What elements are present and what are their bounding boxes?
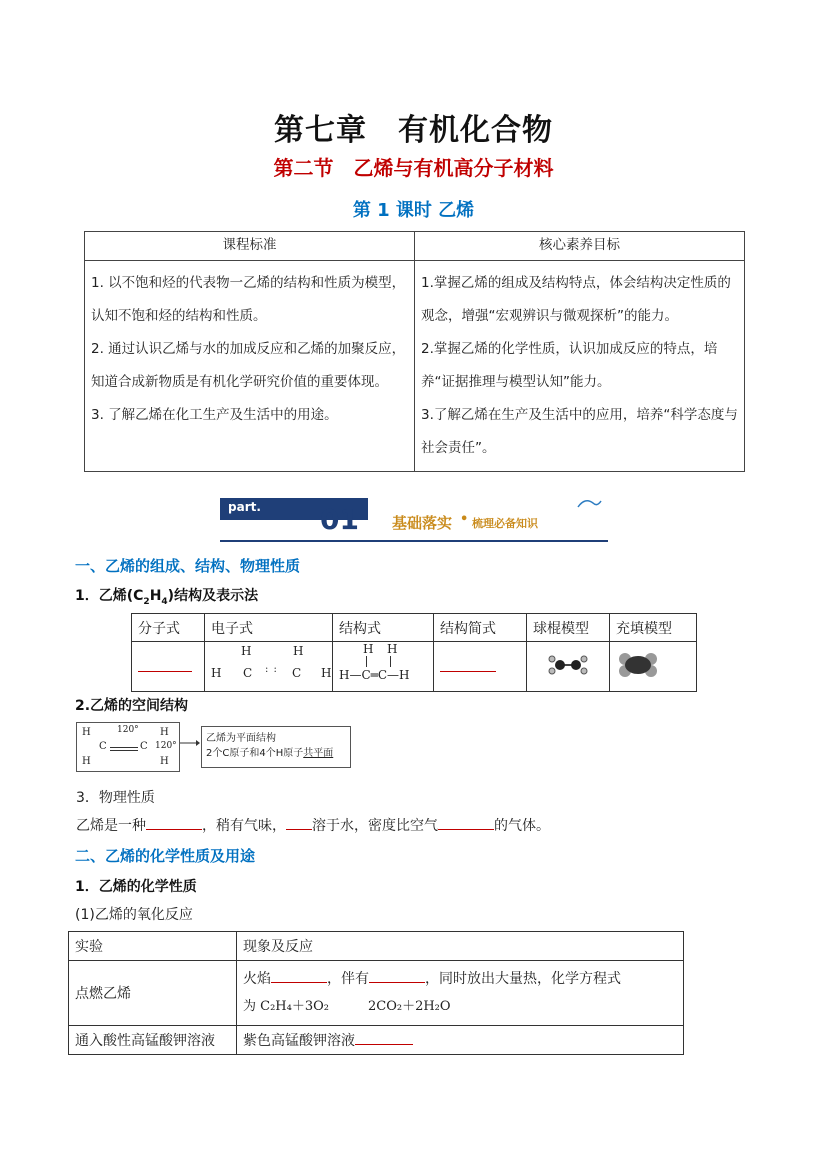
header-ball-stick: 球棍模型 — [527, 614, 610, 642]
standards-col2: 核心素养目标 — [415, 232, 745, 261]
chapter-title: 第七章 有机化合物 — [274, 113, 553, 148]
section-two-title: 二、乙烯的化学性质及用途 — [75, 847, 256, 865]
banner-dot: • — [460, 512, 469, 527]
section-one-title: 一、乙烯的组成、结构、物理性质 — [75, 557, 301, 575]
ox-kmno4-result: 紫色高锰酸钾溶液 — [237, 1026, 684, 1055]
ox-header-result: 现象及反应 — [237, 932, 684, 961]
oxidation-title: (1)乙烯的氧化反应 — [75, 907, 193, 923]
banner-part: part. — [228, 500, 261, 514]
chem-title: 1．乙烯的化学性质 — [75, 879, 197, 895]
section-title: 第二节 乙烯与有机高分子材料 — [273, 156, 554, 180]
space-conclusion: 乙烯为平面结构 2个C原子和4个H原子共平面 — [201, 726, 351, 768]
space-diagram: H H H H C C 120° 120° 乙烯为平面结构 2个C原子和4个H原子共平面 — [76, 722, 336, 774]
electron-formula: H H H C C H : : — [205, 642, 333, 692]
header-structural: 结构式 — [333, 614, 434, 642]
header-formula: 分子式 — [132, 614, 205, 642]
goal-item: 1.掌握乙烯的组成及结构特点，体会结构决定性质的观念，增强“宏观辨识与微观探析”的能力。 — [421, 275, 731, 324]
swirl-icon — [575, 495, 603, 513]
goal-item: 2.掌握乙烯的化学性质，认识加成反应的特点，培养“证据推理与模型认知”能力。 — [421, 341, 718, 390]
space-fill-icon — [616, 651, 660, 679]
part-banner — [220, 495, 610, 545]
standards-table — [84, 231, 745, 472]
standard-item: 1. 以不饱和烃的代表物一乙烯的结构和性质为模型，认知不饱和烃的结构和性质。 — [91, 275, 406, 324]
ox-row-burn: 点燃乙烯 — [69, 961, 237, 1026]
banner-number: 01 — [320, 503, 359, 536]
arrow-icon — [180, 738, 200, 748]
simplified-blank — [434, 642, 527, 692]
ox-header-exp: 实验 — [69, 932, 237, 961]
banner-main: 基础落实 — [392, 514, 453, 532]
representation-table — [131, 613, 697, 692]
rep-title: 1．乙烯$(C_2H_4)$结构及表示法 — [75, 588, 259, 607]
standard-item: 2. 通过认识乙烯与水的加成反应和乙烯的加聚反应，知道合成新物质是有机化学研究价值的重要体现。 — [91, 341, 406, 390]
standard-item: 3. 了解乙烯在化工生产及生活中的用途。 — [91, 407, 338, 423]
header-simplified: 结构简式 — [434, 614, 527, 642]
phys-title: 3．物理性质 — [76, 790, 155, 806]
space-fill-model — [610, 642, 697, 692]
phys-text: 乙烯是一种 ，稍有气味， 溶于水，密度比空气 的气体。 — [76, 815, 550, 835]
goal-item: 3.了解乙烯在生产及生活中的应用，培养“科学态度与社会责任”。 — [421, 407, 738, 456]
space-title: 2.乙烯的空间结构 — [75, 698, 189, 714]
header-space-fill: 充填模型 — [610, 614, 697, 642]
ball-stick-icon — [548, 653, 588, 677]
banner-sub: 梳理必备知识 — [472, 517, 538, 530]
ox-burn-result: 火焰 ，伴有 ，同时放出大量热，化学方程式 为 C₂H₄＋3O₂ 2CO₂＋2H₂O — [237, 961, 684, 1026]
formula-blank — [132, 642, 205, 692]
standards-col1: 课程标准 — [85, 232, 415, 261]
lesson-title: 第 1 课时 乙烯 — [352, 200, 475, 221]
ox-row-kmno4: 通入酸性高锰酸钾溶液 — [69, 1026, 237, 1055]
structural-formula: H H H—C═C—H — [333, 642, 434, 692]
oxidation-table — [68, 931, 684, 1055]
standards-left — [85, 261, 415, 472]
ball-stick-model — [527, 642, 610, 692]
header-electron: 电子式 — [205, 614, 333, 642]
standards-right — [415, 261, 745, 472]
